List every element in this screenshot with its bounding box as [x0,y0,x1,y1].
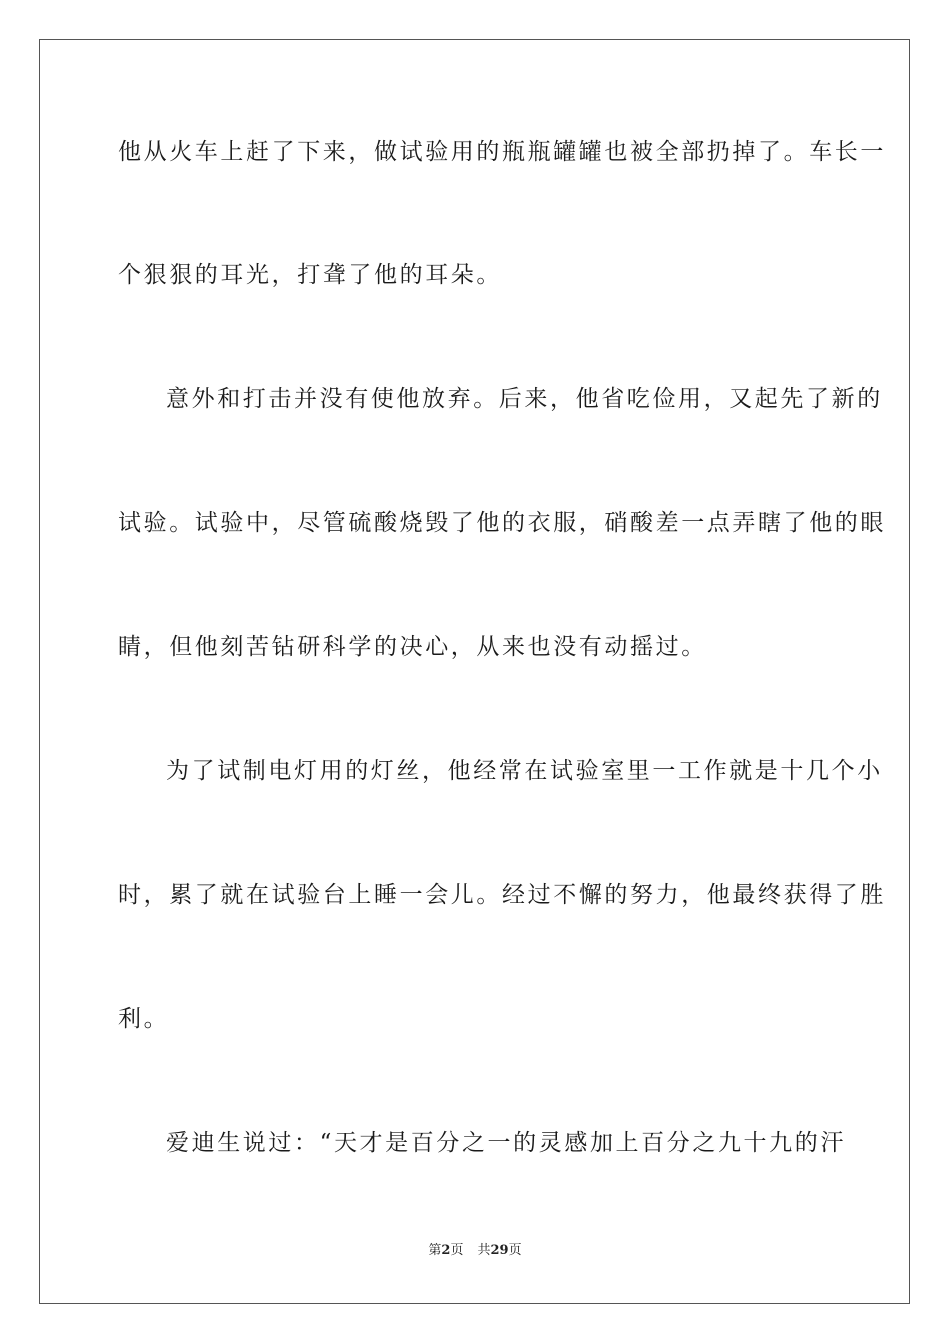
footer-page-suffix: 页 [450,1243,464,1258]
footer-total-suffix: 页 [508,1243,522,1258]
body-line-8: 利。 [118,1006,170,1032]
body-line-7: 时，累了就在试验台上睡一会儿。经过不懈的努力，他最终获得了胜 [118,882,886,908]
footer-total-prefix: 共 [477,1243,491,1258]
body-line-2: 个狠狠的耳光，打聋了他的耳朵。 [118,262,502,288]
page-border [39,39,910,1304]
footer-page-number: 2 [441,1243,451,1258]
body-line-6: 为了试制电灯用的灯丝，他经常在试验室里一工作就是十几个小 [166,758,883,784]
body-line-9: 爱迪生说过：“天才是百分之一的灵感加上百分之九十九的汗 [166,1130,846,1156]
footer-page-prefix: 第 [428,1243,442,1258]
body-line-4: 试验。试验中，尽管硫酸烧毁了他的衣服，硝酸差一点弄瞎了他的眼 [118,510,886,536]
body-line-1: 他从火车上赶了下来，做试验用的瓶瓶罐罐也被全部扔掉了。车长一 [118,139,886,165]
page-footer [0,1242,950,1260]
footer-total-pages: 29 [490,1243,509,1258]
body-line-5: 睛，但他刻苦钻研科学的决心，从来也没有动摇过。 [118,634,707,660]
body-line-3: 意外和打击并没有使他放弃。后来，他省吃俭用，又起先了新的 [166,386,883,412]
